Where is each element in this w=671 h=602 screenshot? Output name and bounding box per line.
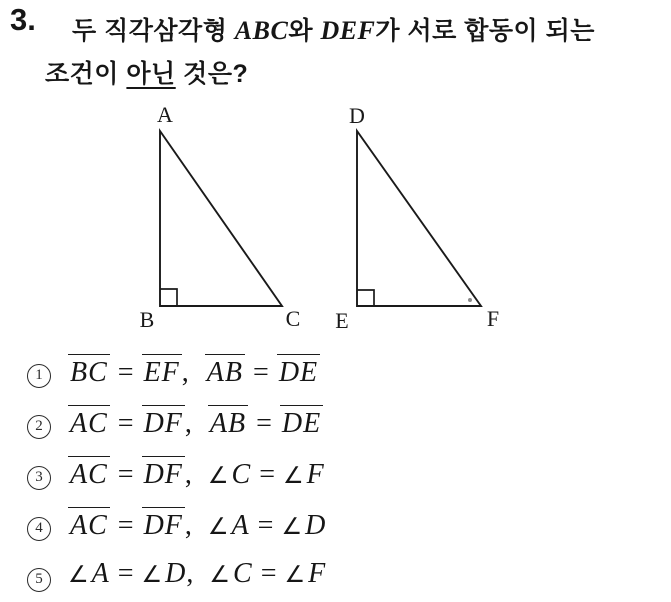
question-text: 가 서로 합동이 되는 [375,17,595,45]
equals-sign: = [257,510,274,541]
equals-sign: = [117,558,134,589]
question-text: 두 직각삼각형 [72,17,235,45]
triangle-name-abc: ABC [234,16,289,45]
question-text-line2 [45,54,248,90]
angle-icon: ∠ [207,514,229,540]
vertex-label-e: E [335,308,349,333]
triangle-def [357,131,481,306]
angle-letter: D [305,510,327,541]
choice-row[interactable] [27,507,326,546]
comma: , [184,408,192,439]
angle-term [209,558,252,590]
equals-sign: = [253,357,269,388]
comma: , [186,558,194,589]
right-angle-marker-b [160,289,177,306]
angle-letter: C [233,558,253,589]
triangles-svg [0,95,560,345]
angle-term [142,558,187,590]
question-text: 것은? [175,60,249,88]
angle-letter: C [231,459,252,490]
overline-segment: DF [142,405,185,438]
angle-icon: ∠ [68,562,89,588]
choice-number: 3 [27,466,51,490]
vertex-label-a: A [157,102,173,127]
vertex-label-c: C [285,306,301,331]
angle-term [283,459,325,491]
angle-term [281,510,326,542]
question-text: 와 [288,17,321,45]
comma: , [184,459,192,490]
equals-sign: = [117,357,134,388]
angle-icon: ∠ [209,562,231,588]
triangles-figure [0,95,560,345]
equals-sign: = [259,459,276,490]
angle-icon: ∠ [281,514,303,540]
equals-sign: = [260,558,277,589]
overline-segment: DE [277,354,320,387]
angle-dot-marker-f [468,298,472,302]
angle-letter: A [91,558,110,589]
overline-segment: DF [142,507,185,540]
choice-number: 1 [27,364,51,388]
angle-letter: F [306,459,325,490]
choice-row[interactable] [27,456,326,495]
question-text: 조건이 [45,60,127,88]
overline-segment: AB [205,354,245,387]
overline-segment: EF [142,354,182,387]
comma: , [184,510,192,541]
question-text-line1 [72,11,595,47]
angle-term [208,459,251,491]
vertex-label-f: F [486,306,500,331]
vertex-label-d: D [349,103,365,128]
angle-icon: ∠ [207,463,229,489]
angle-letter: A [231,510,250,541]
angle-term [68,558,110,590]
triangle-name-def: DEF [320,16,376,45]
equals-sign: = [117,408,134,439]
overline-segment: DE [280,405,323,438]
angle-icon: ∠ [283,463,304,489]
angle-term [208,510,250,542]
overline-segment: DF [142,456,185,489]
overline-segment: AB [208,405,248,438]
angle-letter: F [308,558,327,589]
overline-segment: AC [68,405,110,438]
vertex-label-b: B [139,307,155,332]
angle-icon: ∠ [141,562,163,588]
right-angle-marker-e [357,290,374,306]
angle-term [285,558,327,590]
overline-segment: AC [68,456,110,489]
choice-row[interactable] [27,558,326,597]
comma: , [181,357,189,388]
overline-segment: BC [68,354,110,387]
angle-icon: ∠ [284,562,306,588]
choice-row[interactable] [27,354,326,393]
choice-number: 4 [27,517,51,541]
angle-letter: D [165,558,187,589]
choice-row[interactable] [27,405,326,444]
equals-sign: = [117,459,134,490]
equals-sign: = [256,408,272,439]
underlined-word: 아닌 [126,60,176,88]
choice-number: 5 [27,568,51,592]
question-number: 3. [10,2,36,37]
overline-segment: AC [68,507,110,540]
choices-list [27,354,326,602]
equals-sign: = [117,510,134,541]
triangle-abc [160,131,282,306]
choice-number: 2 [27,415,51,439]
